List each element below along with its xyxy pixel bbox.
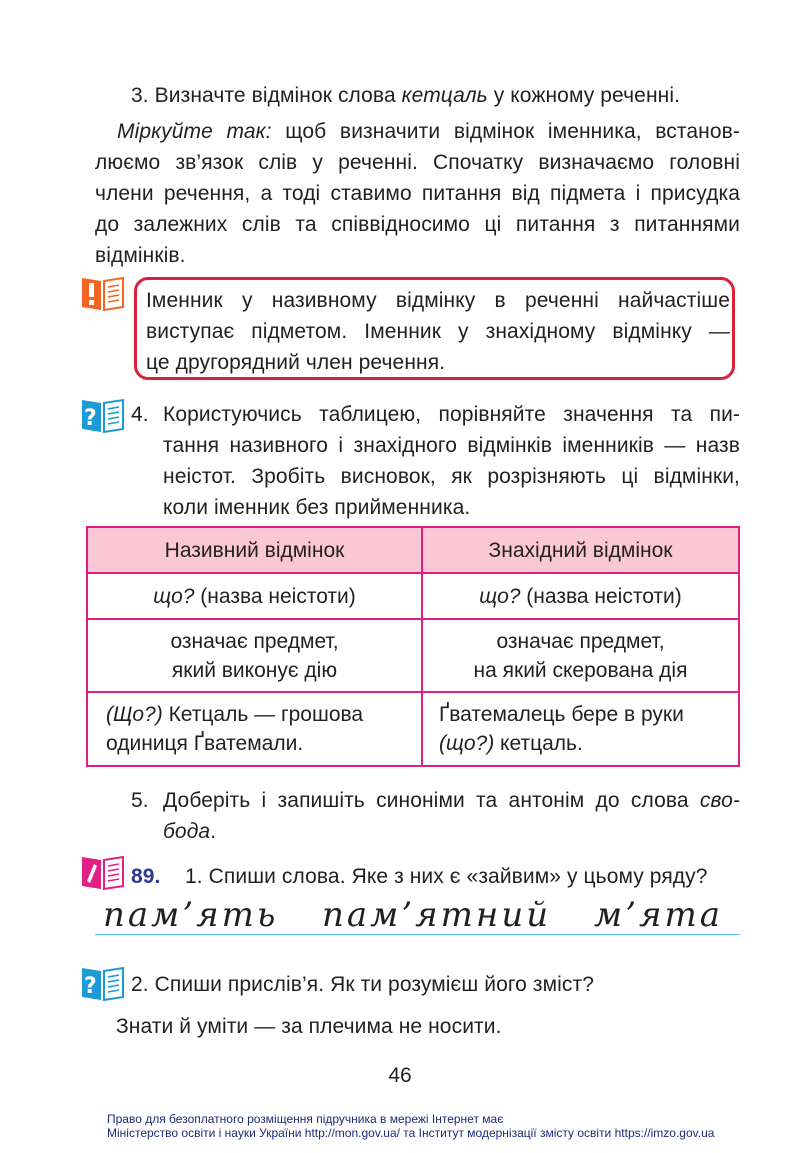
handwritten-word: пам’ятний (322, 895, 552, 935)
reasoning-paragraph (95, 116, 740, 271)
rule-book-icon (80, 276, 126, 312)
task-5-text (163, 785, 740, 847)
table-cell (422, 573, 739, 619)
task-3-number: 3. (131, 84, 149, 107)
question-word: (що?) (439, 732, 495, 755)
table-cell (87, 619, 422, 692)
table-cell (87, 573, 422, 619)
task-3-text-after: у кожному реченні. (487, 84, 681, 107)
question-book-icon (80, 966, 126, 1002)
table-header-nominative: Називний відмінок (87, 527, 422, 573)
writing-book-icon (80, 855, 126, 891)
writing-baseline (95, 934, 740, 935)
exercise-89-task-1: 1. Спиши слова. Яке з них є «зайвим» у цьому ряду? (185, 865, 708, 888)
rule-text (146, 285, 730, 378)
handwritten-word: м’ята (594, 895, 724, 935)
task-5-line-1 (163, 785, 740, 816)
reasoning-line-1 (95, 116, 740, 147)
reasoning-line-5: відмінків. (95, 244, 186, 267)
reasoning-lead: Міркуйте так: (117, 120, 272, 143)
exercise-89-number: 89. (131, 865, 161, 888)
cell-line: означає предмет, (496, 629, 665, 653)
task-4-line-3: неістот. Зробіть висновок, як розрізняють ці відмінки, (163, 465, 740, 488)
task-4-number: 4. (131, 403, 149, 426)
task-5-italic-1: сво- (699, 789, 740, 812)
reasoning-line-2: люємо зв’язок слів у реченні. Спочатку визначаємо головні (95, 151, 740, 174)
rule-line-1: Іменник у називному відмінку в реченні найчастіше (146, 289, 730, 312)
task-3-text-before: Визначте відмінок слова (154, 84, 402, 107)
question-word: що? (479, 584, 521, 608)
task-5-line-2 (163, 816, 740, 847)
task-4-line-2: тання називного і знахідного відмінків іменників — назв (163, 434, 740, 457)
case-comparison-table (86, 526, 740, 767)
task-3 (131, 80, 731, 111)
table-row (87, 619, 739, 692)
svg-text:?: ? (84, 406, 97, 431)
task-3-italic-word: кетцаль (401, 84, 488, 107)
page-number: 46 (388, 1064, 412, 1087)
rule-line-3: це другорядний член речення. (146, 351, 446, 374)
cell-line: одиниця Ґватемали. (106, 732, 304, 755)
footer-line-2: Міністерство освіти і науки України http://mon.gov.ua/ та Інститут модернізації змісту освіти https://imzo.gov.ua (107, 1126, 715, 1140)
reasoning-line-3: члени речення, а тоді ставимо питання від підмета і присудка (95, 182, 740, 205)
question-word: (Що?) (106, 703, 163, 726)
question-word: що? (153, 584, 195, 608)
cell-line: який виконує дію (171, 658, 338, 682)
task-5-end: . (210, 820, 217, 843)
table-row (87, 573, 739, 619)
reasoning-line-4: до залежних слів та співвідносимо ці питання з питаннями (95, 213, 740, 236)
cell-line: на який скерована дія (473, 658, 688, 682)
table-cell (422, 619, 739, 692)
task-5-italic-2: бода (163, 820, 211, 843)
footer-line-1: Право для безоплатного розміщення підручника в мережі Інтернет має (107, 1112, 504, 1126)
cell-text: (назва неістоти) (520, 584, 682, 608)
svg-text:?: ? (84, 974, 97, 999)
exercise-89-task-2: 2. Спиши прислів’я. Як ти розумієш його зміст? (131, 973, 594, 996)
cell-line (106, 700, 411, 729)
rule-line-2: виступає підметом. Іменник у знахідному відмінку — (146, 320, 730, 343)
cell-text: (назва неістоти) (194, 584, 356, 608)
cell-line (439, 729, 728, 758)
cell-line: Ґватемалець бере в руки (439, 703, 684, 726)
cell-text: кетцаль. (494, 732, 583, 755)
table-cell (87, 692, 422, 766)
table-cell (422, 692, 739, 766)
task-4-line-4: коли іменник без прийменника. (163, 496, 471, 519)
table-row (87, 692, 739, 766)
question-book-icon (80, 398, 126, 434)
reasoning-line-1-text: щоб визначити відмінок іменника, встанов- (271, 120, 740, 143)
table-header-accusative: Знахідний відмінок (422, 527, 739, 573)
cell-text: Кетцаль — грошова (162, 703, 364, 726)
footer (107, 1112, 767, 1140)
cell-line: означає предмет, (170, 629, 339, 653)
task-4-text (163, 399, 740, 523)
task-4-line-1: Користуючись таблицею, порівняйте значення та пи- (163, 403, 740, 426)
table-header-row (87, 527, 739, 573)
handwritten-word: пам’ять (103, 895, 279, 935)
proverb: Знати й уміти — за плечима не носити. (116, 1015, 502, 1038)
task-5-number: 5. (131, 789, 149, 812)
task-5-main: Доберіть і запишіть синоніми та антонім до слова (163, 789, 700, 812)
